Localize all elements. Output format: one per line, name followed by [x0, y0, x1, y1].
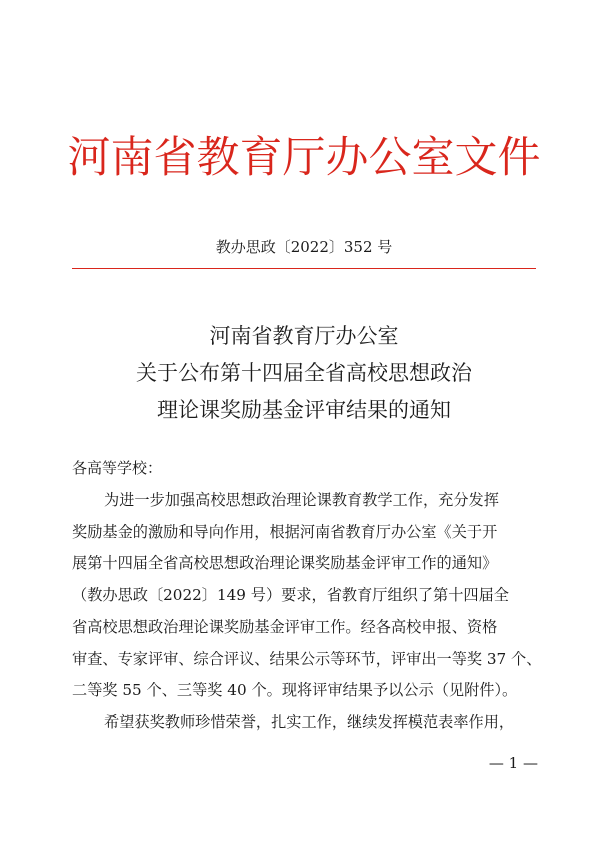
body-line: （教办思政〔2022〕149 号）要求，省教育厅组织了第十四届全 [72, 586, 509, 605]
body-line: 审查、专家评审、综合评议、结果公示等环节，评审出一等奖 37 个、 [72, 649, 542, 668]
body-line: 展第十四届全省高校思想政治理论课奖励基金评审工作的通知》 [72, 554, 498, 573]
notice-title [0, 318, 608, 429]
body-line: 希望获奖教师珍惜荣誉，扎实工作，继续发挥模范表率作用， [104, 712, 515, 731]
red-divider-line [72, 268, 536, 269]
masthead-title: 河南省教育厅办公室文件 [67, 133, 541, 183]
notice-title-line-3: 理论课奖励基金评审结果的通知 [157, 398, 451, 422]
salutation: 各高等学校： [72, 459, 163, 477]
notice-title-line-1: 河南省教育厅办公室 [209, 324, 399, 348]
body-line: 奖励基金的激励和导向作用，根据河南省教育厅办公室《关于开 [72, 522, 498, 541]
body-line: 二等奖 55 个、三等奖 40 个。现将评审结果予以公示（见附件）。 [72, 681, 518, 700]
page-number: — 1 — [488, 754, 538, 772]
document-number: 教办思政〔2022〕352 号 [215, 238, 393, 256]
body-text [72, 485, 542, 739]
body-line: 为进一步加强高校思想政治理论课教育教学工作，充分发挥 [104, 491, 499, 509]
notice-title-line-2: 关于公布第十四届全省高校思想政治 [136, 361, 472, 385]
body-line: 省高校思想政治理论课奖励基金评审工作。经各高校申报、资格 [72, 617, 498, 636]
